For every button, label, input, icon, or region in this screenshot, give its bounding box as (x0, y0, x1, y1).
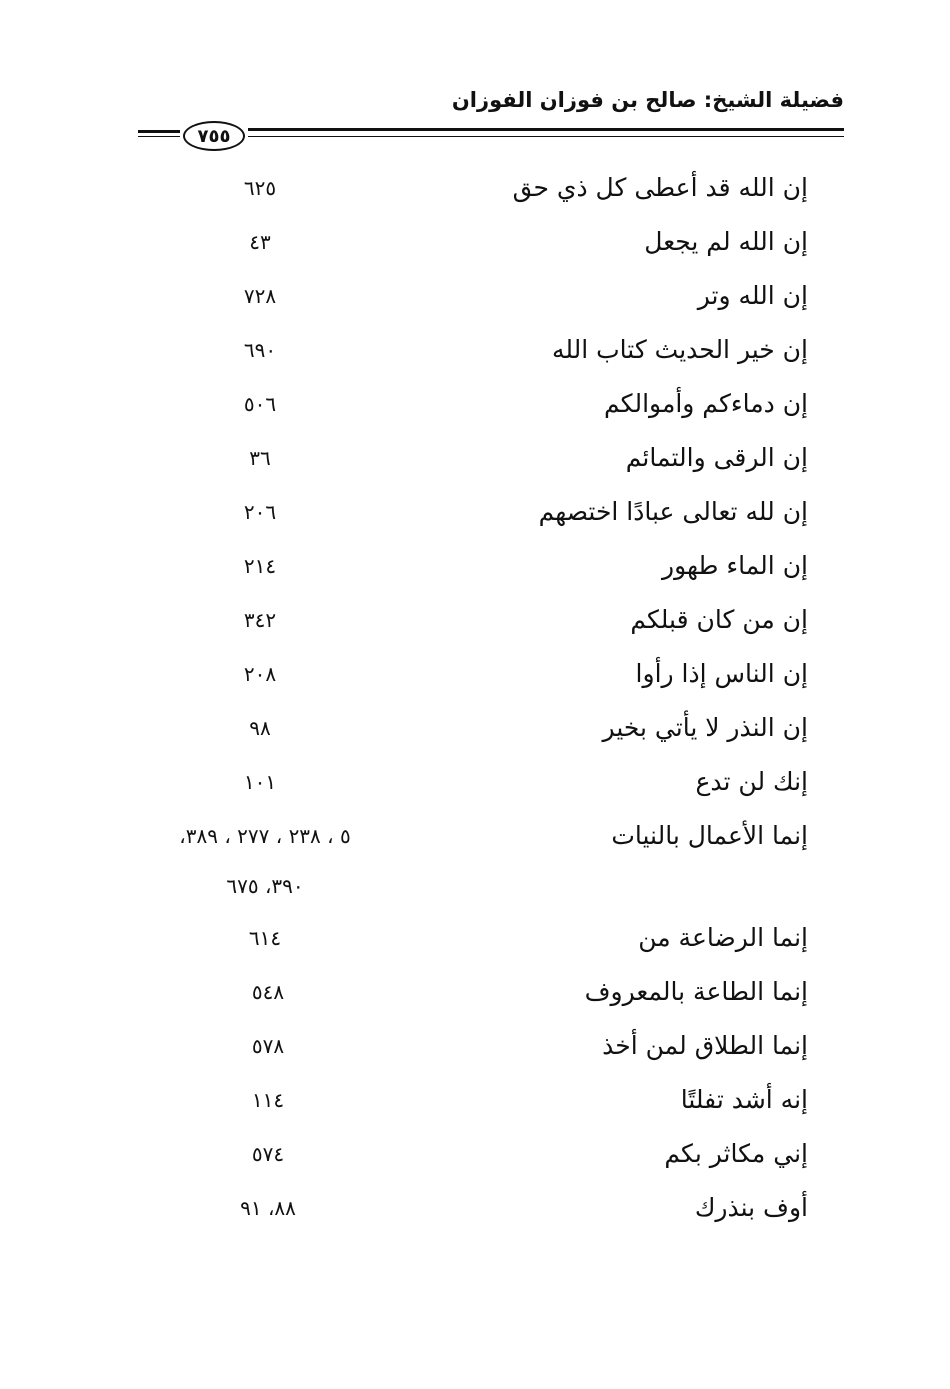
index-entry (0, 492, 950, 542)
hadith-text: إن الناس إذا رأوا (635, 659, 808, 688)
hadith-text: أوف بنذرك (694, 1193, 808, 1222)
hadith-text: إن من كان قبلكم (630, 605, 808, 634)
hadith-text: إنما الطلاق لمن أخذ (602, 1031, 808, 1060)
index-entry (0, 1134, 950, 1184)
hadith-text: إنك لن تدع (695, 767, 808, 796)
hadith-text: إن الماء طهور (662, 551, 808, 580)
index-entry (0, 168, 950, 218)
hadith-text: إن الله وتر (697, 281, 808, 310)
index-entry (0, 762, 950, 812)
page-references: ١١٤ (251, 1088, 285, 1112)
index-entry (0, 816, 950, 866)
index-entry (0, 330, 950, 380)
page-references: ٦١٤ (248, 926, 282, 950)
page-number-badge: ٧٥٥ (183, 121, 245, 151)
header-rule-thin (248, 136, 844, 137)
index-entry (0, 918, 950, 968)
hadith-text: إنما الطاعة بالمعروف (584, 977, 808, 1006)
header-rule-left-thin (138, 136, 180, 137)
page-references: ٥٤٨ (251, 980, 285, 1004)
page-references: ٤٣ (249, 230, 271, 254)
page-references: ٨٨، ٩١ (240, 1196, 296, 1220)
hadith-text: إن لله تعالى عبادًا اختصهم (538, 497, 808, 526)
hadith-text: إن الله قد أعطى كل ذي حق (512, 173, 808, 202)
page-references: ٢٠٦ (243, 500, 277, 524)
page-references: ٩٨ (249, 716, 271, 740)
index-entry (0, 708, 950, 758)
page-references: ٢٠٨ (243, 662, 277, 686)
header-rule-left-thick (138, 130, 180, 133)
index-entry (0, 866, 950, 916)
hadith-text: إن النذر لا يأتي بخير (602, 713, 808, 742)
page-references: ٣٤٢ (243, 608, 277, 632)
page-references: ٥٧٤ (251, 1142, 285, 1166)
page-references: ٥ ، ٢٣٨ ، ٢٧٧ ، ٣٨٩، (179, 824, 351, 848)
page-references: ٣٦ (249, 446, 271, 470)
hadith-text: إنه أشد تفلتًا (680, 1085, 808, 1114)
page-references: ٢١٤ (243, 554, 277, 578)
hadith-text: إن الله لم يجعل (644, 227, 808, 256)
page-references: ٣٩٠، ٦٧٥ (226, 874, 304, 898)
page-references: ١٠١ (243, 770, 277, 794)
hadith-text: إني مكاثر بكم (664, 1139, 808, 1168)
index-entry (0, 1026, 950, 1076)
hadith-text: إن خير الحديث كتاب الله (551, 335, 808, 364)
index-entry (0, 276, 950, 326)
page-references: ٧٢٨ (243, 284, 277, 308)
hadith-text: إنما الرضاعة من (638, 923, 808, 952)
index-entry (0, 654, 950, 704)
page-references: ٦٩٠ (243, 338, 277, 362)
page-references: ٥٠٦ (243, 392, 277, 416)
index-entry (0, 1188, 950, 1238)
hadith-text: إنما الأعمال بالنيات (611, 821, 808, 850)
page-references: ٥٧٨ (251, 1034, 285, 1058)
hadith-text: إن دماءكم وأموالكم (604, 389, 808, 418)
index-entry (0, 384, 950, 434)
index-entry (0, 972, 950, 1022)
running-header-title: فضيلة الشيخ: صالح بن فوزان الفوزان (451, 88, 844, 112)
index-entry (0, 1080, 950, 1130)
index-entry (0, 438, 950, 488)
index-entry (0, 600, 950, 650)
header-rule-thick (248, 128, 844, 131)
index-entry (0, 546, 950, 596)
index-entry (0, 222, 950, 272)
page-references: ٦٢٥ (243, 176, 277, 200)
hadith-text: إن الرقى والتمائم (625, 443, 808, 472)
